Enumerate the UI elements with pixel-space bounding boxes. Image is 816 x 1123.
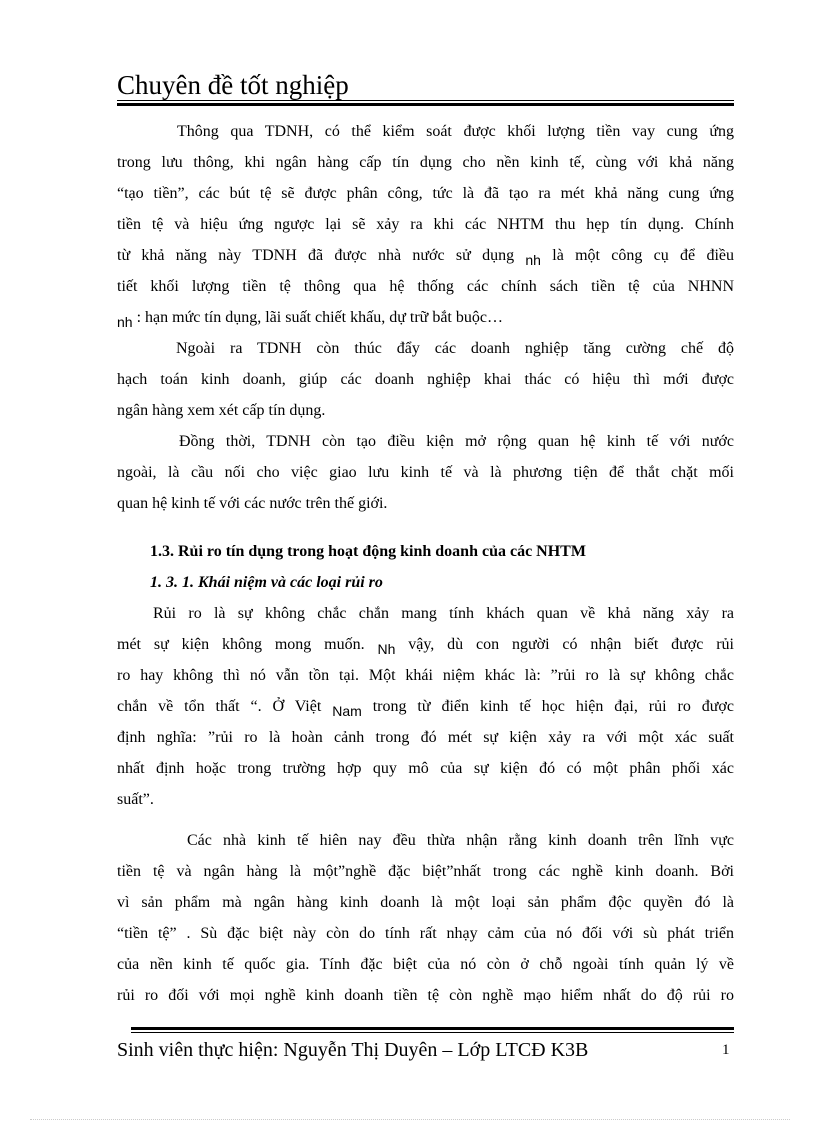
text-line: suất”. — [117, 791, 154, 808]
text-line: tiền tệ và ngân hàng là một”nghề đặc biệt”nhất trong các nghề kinh doanh. Bởi — [117, 863, 734, 880]
section-heading: 1.3. Rủi ro tín dụng trong hoạt động kinh doanh của các NHTM — [150, 543, 586, 560]
header-rule-thick — [117, 103, 734, 106]
text-line: Các nhà kinh tế hiên nay đều thừa nhận rằng kinh doanh trên lĩnh vực — [187, 832, 734, 849]
page-bottom-dotted-line — [30, 1119, 790, 1120]
text-line: tiền tệ và hiệu ứng ngược lại sẽ xảy ra khi các NHTM thu hẹp tín dụng. Chính — [117, 216, 734, 233]
text-line: hạch toán kinh doanh, giúp các doanh nghiệp khai thác có hiệu thì mới được — [117, 371, 734, 388]
text-line: nh : hạn mức tín dụng, lãi suất chiết khấu, dự trữ bắt buộc… — [117, 309, 503, 330]
text-line: “tiền tệ” . Sù đặc biệt này còn do tính rất nhạy cảm của nó đối với sù phát triển — [117, 925, 734, 942]
text-line: tiết khối lượng tiền tệ thông qua hệ thống các chính sách tiền tệ của NHNN — [117, 278, 734, 295]
subsection-heading: 1. 3. 1. Khái niệm và các loại rủi ro — [150, 574, 383, 591]
text-line: mét sự kiện không mong muốn. Nh vậy, dù con người có nhận biết được rủi — [117, 636, 734, 657]
page-number: 1 — [722, 1042, 730, 1058]
text-line: Ngoài ra TDNH còn thúc đẩy các doanh nghiệp tăng cường chế độ — [176, 340, 734, 357]
text-line: quan hệ kinh tế với các nước trên thế giới. — [117, 495, 388, 512]
text-line: chắn về tổn thất “. Ở Việt Nam trong từ điển kinh tế học hiện đại, rủi ro được — [117, 698, 734, 719]
text-line: từ khả năng này TDNH đã được nhà nước sử dụng nh là một công cụ để điều — [117, 247, 735, 268]
text-line: Rủi ro là sự không chắc chắn mang tính khách quan về khả năng xảy ra — [153, 605, 734, 622]
text-line: của nền kinh tế quốc gia. Tính đặc biệt của nó còn ở chỗ ngoài tính quản lý về — [117, 956, 734, 973]
page-header-title: Chuyên đề tốt nghiệp — [117, 70, 349, 100]
footer-rule-thin — [131, 1032, 734, 1033]
text-line: định nghĩa: ”rủi ro là hoàn cảnh trong đó mét sự kiện xảy ra với một xác suất — [117, 729, 734, 746]
header-rule-thin — [117, 100, 734, 101]
text-line: Đồng thời, TDNH còn tạo điều kiện mở rộng quan hệ kinh tế với nước — [179, 433, 734, 450]
text-line: ngoài, là cầu nối cho việc giao lưu kinh tế và là phương tiện để thắt chặt mối — [117, 464, 734, 481]
text-line: “tạo tiền”, các bút tệ sẽ được phân công, tức là đã tạo ra mét khả năng cung ứng — [117, 185, 734, 202]
text-line: Thông qua TDNH, có thể kiểm soát được khối lượng tiền vay cung ứng — [177, 123, 734, 140]
text-line: ngân hàng xem xét cấp tín dụng. — [117, 402, 326, 419]
text-line: trong lưu thông, khi ngân hàng cấp tín dụng cho nền kinh tế, cùng với khả năng — [117, 154, 734, 171]
footer-rule-thick — [131, 1027, 734, 1030]
text-line: nhất định hoặc trong trường hợp quy mô của sự kiện đó có một phân phối xác — [117, 760, 734, 777]
text-line: ro hay không thì nó vẫn tồn tại. Một khái niệm khác là: ”rủi ro là sự không chắc — [117, 667, 734, 684]
text-line: rủi ro đối với mọi nghề kinh doanh tiền tệ còn nghề mạo hiểm nhất do độ rủi ro — [117, 987, 734, 1004]
footer-author: Sinh viên thực hiện: Nguyễn Thị Duyên – Lớp LTCĐ K3B — [117, 1039, 589, 1061]
text-line: vì sản phẩm mà ngân hàng kinh doanh là một loại sản phẩm độc quyền đó là — [117, 894, 734, 911]
